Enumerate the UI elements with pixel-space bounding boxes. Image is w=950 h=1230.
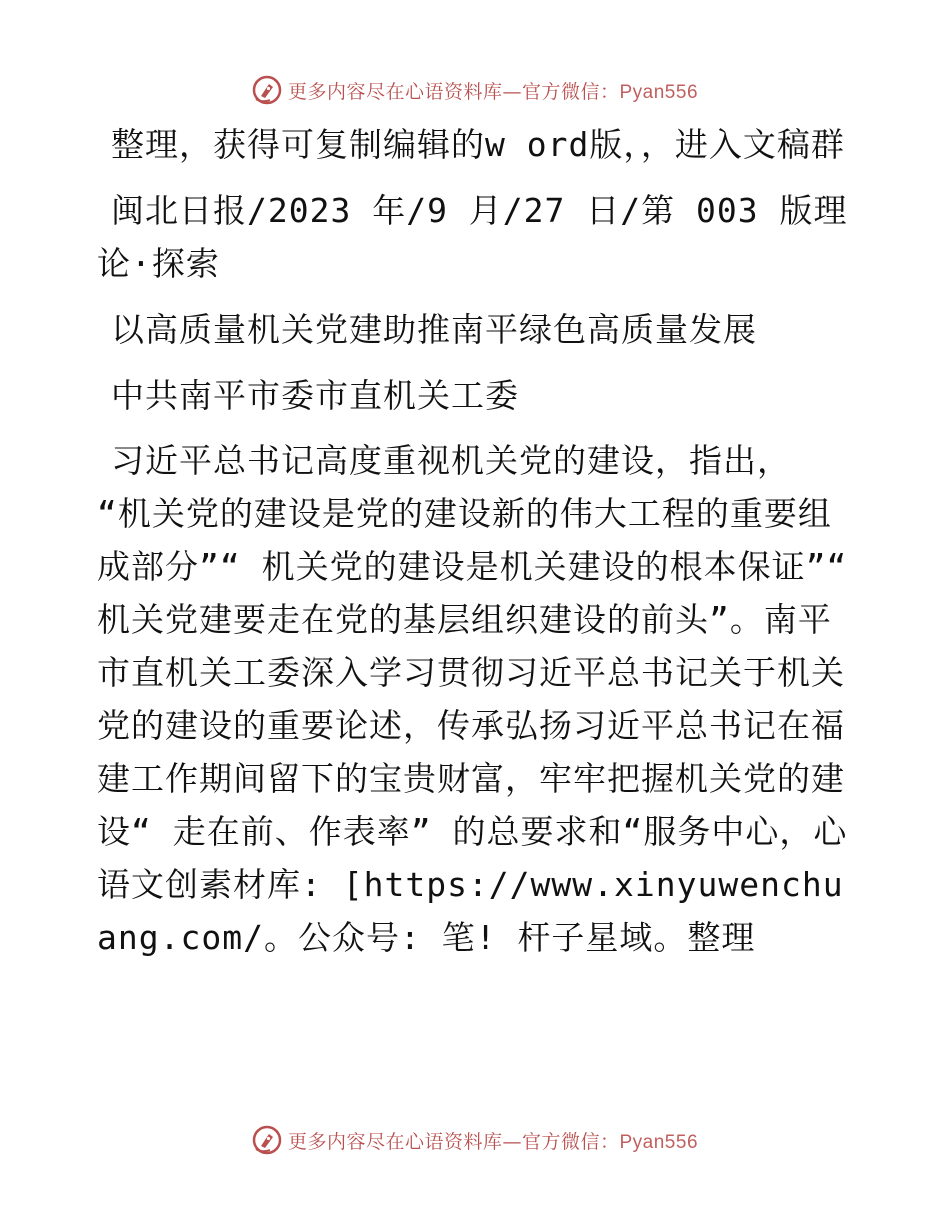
header-watermark-banner: [0, 70, 950, 110]
banner-text: 更多内容尽在心语资料库—官方微信：Pyan556: [287, 1130, 699, 1153]
article-author: 中共南平市委市直机关工委: [111, 376, 519, 415]
pen-nib-logo-icon: [252, 1125, 282, 1155]
document-body: [97, 118, 857, 964]
wechat-id: Pyan556: [619, 81, 699, 103]
pen-nib-logo-icon: [252, 75, 282, 105]
banner-text: 更多内容尽在心语资料库—官方微信：Pyan556: [287, 80, 699, 103]
intro-line: 整理，获得可复制编辑的w ord版，，进入文稿群: [111, 125, 845, 164]
source-line: 闽北日报/2023 年/9 月/27 日/第 003 版理论·探索: [97, 191, 848, 283]
article-body: 习近平总书记高度重视机关党的建设，指出， “机关党的建设是党的建设新的伟大工程的重要组成部分”“ 机关党的建设是机关建设的根本保证”“ 机关党建要走在党的基层组织建设的前头”。南平市直机关工委深入学习贯彻习近平总书记关于机关党的建设的重要论述，传承弘扬习近平总书记在福建工作期间留下的宝贵财富，牢牢把握机关党的建设“ 走在前、作表率” 的总要求和“服务中心，心语文创素材库: [https://www.xinyuwenchuang.com/。公众号: 笔! 杆子星域。整理: [97, 441, 848, 957]
footer-watermark-banner: [0, 1120, 950, 1160]
wechat-id: Pyan556: [619, 1131, 699, 1153]
article-title: 以高质量机关党建助推南平绿色高质量发展: [111, 310, 757, 349]
